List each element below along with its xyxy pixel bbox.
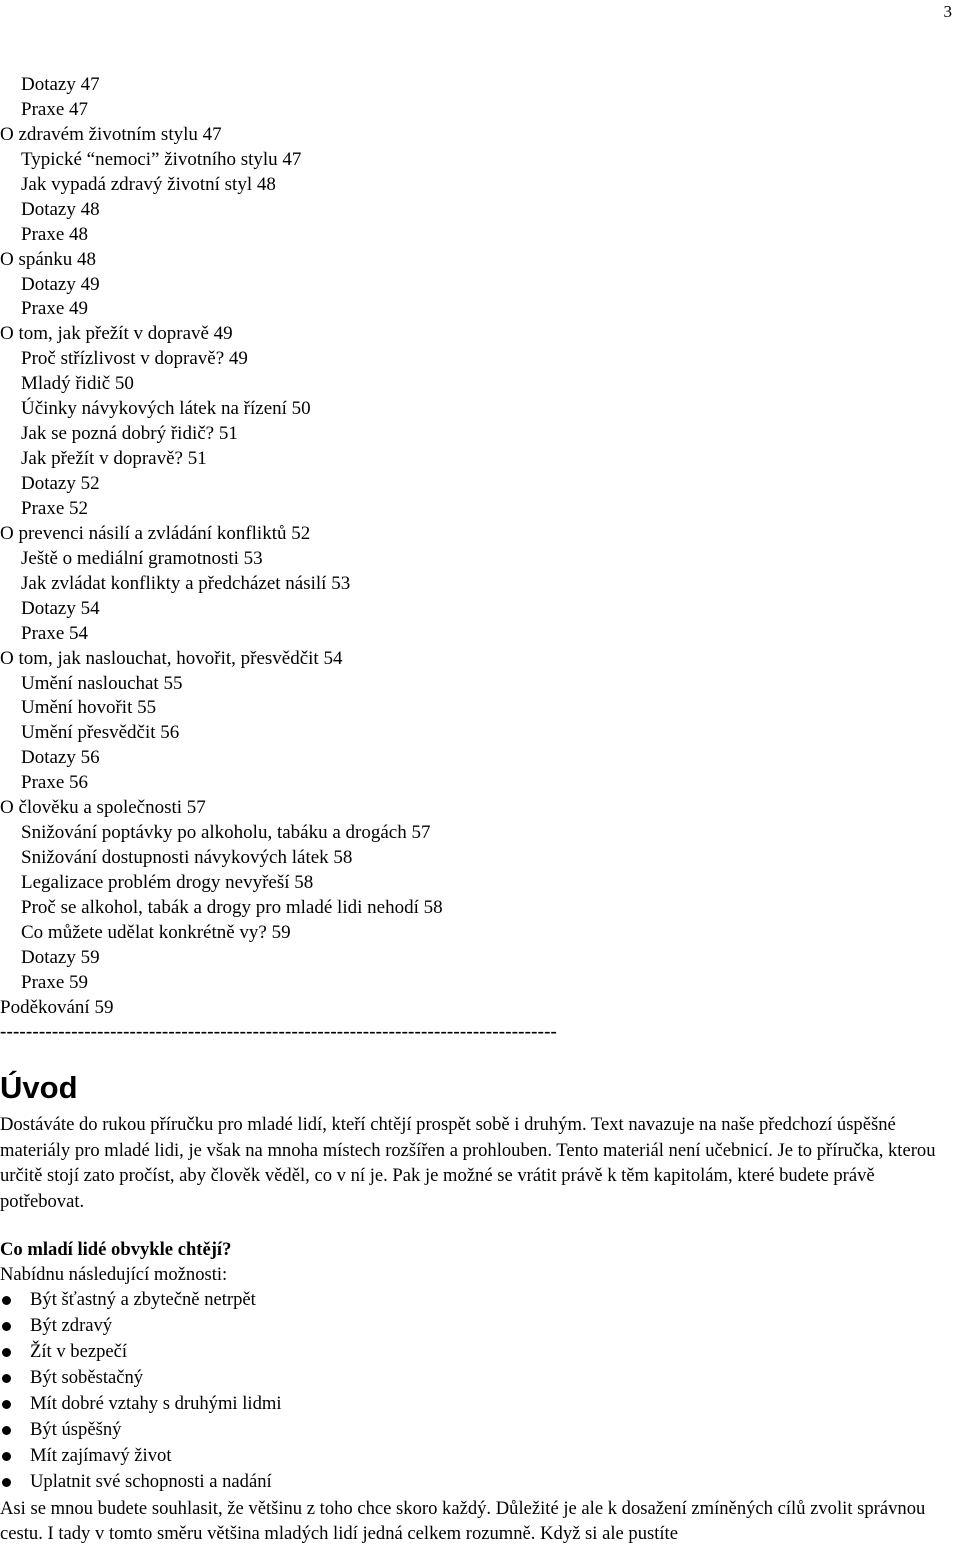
toc-entry[interactable]: O člověku a společnosti 57: [0, 797, 206, 819]
bullet-dot-icon: [2, 1322, 11, 1331]
bullet-text: Být úspěšný: [30, 1419, 122, 1440]
toc-entry[interactable]: Umění hovořit 55: [21, 697, 157, 719]
bullet-list: [0, 1287, 282, 1495]
bullet-text: Žít v bezpečí: [30, 1341, 128, 1362]
toc-entry[interactable]: Dotazy 49: [21, 273, 100, 295]
bullet-item: [0, 1391, 282, 1417]
toc-entry[interactable]: Proč střízlivost v dopravě? 49: [21, 348, 248, 370]
toc-entry[interactable]: Mladý řidič 50: [21, 373, 134, 395]
toc-entry[interactable]: Umění naslouchat 55: [21, 672, 183, 694]
closing-paragraph: Asi se mnou budete souhlasit, že většinu z toho chce skoro každý. Důležité je ale k dosažení zmíněných cílů zvolit správnou cestu. I tady v tomto směru většina mladých lidí jedná celkem rozumně. Když si ale pustíte: [0, 1498, 926, 1544]
bullet-item: [0, 1313, 282, 1339]
toc-entry[interactable]: Praxe 48: [21, 223, 89, 245]
bullet-item: [0, 1339, 282, 1365]
toc-entry[interactable]: O spánku 48: [0, 248, 97, 270]
toc-entry[interactable]: Ještě o mediální gramotnosti 53: [21, 547, 263, 569]
toc-entry[interactable]: Dotazy 56: [21, 747, 100, 769]
toc-entry[interactable]: O prevenci násilí a zvládání konfliktů 52: [0, 522, 311, 544]
toc-entry[interactable]: O tom, jak naslouchat, hovořit, přesvědčit 54: [0, 647, 343, 669]
toc-entry[interactable]: Dotazy 54: [21, 597, 100, 619]
bullet-dot-icon: [2, 1374, 11, 1383]
toc-entry[interactable]: Praxe 56: [21, 772, 89, 794]
bullet-dot-icon: [2, 1478, 11, 1487]
bullet-text: Být šťastný a zbytečně netrpět: [30, 1289, 256, 1310]
bullet-item: [0, 1417, 282, 1443]
toc-entry[interactable]: O zdravém životním stylu 47: [0, 123, 222, 145]
bullet-item: [0, 1365, 282, 1391]
toc-entry[interactable]: Praxe 59: [21, 971, 89, 993]
toc-entry[interactable]: Snižování poptávky po alkoholu, tabáku a drogách 57: [21, 822, 431, 844]
toc-entry[interactable]: Dotazy 47: [21, 74, 100, 95]
bullet-item: [0, 1287, 282, 1313]
bullet-dot-icon: [2, 1426, 11, 1435]
toc-entry[interactable]: Dotazy 52: [21, 473, 100, 494]
bullet-dot-icon: [2, 1452, 11, 1461]
bullet-item: [0, 1469, 282, 1495]
bullet-text: Mít zajímavý život: [30, 1445, 172, 1466]
toc-entry[interactable]: Praxe 54: [21, 622, 89, 644]
toc-entry[interactable]: O tom, jak přežít v dopravě 49: [0, 323, 233, 345]
intro-paragraph: Dostáváte do rukou příručku pro mladé lidí, kteří chtějí prospět sobě i druhým. Text navazuje na naše předchozí úspěšné materiály pro mladé lidi, je však na mnoha místech rozšířen a prohlouben. Tento materiál není učebnicí. Je to příručka, kterou určitě stojí zato pročíst, aby člověk věděl, co v ní je. Pak je možné se vrátit právě k těm kapitolám, které budete právě potřebovat.: [0, 1114, 936, 1212]
bullet-dot-icon: [2, 1296, 11, 1305]
section-heading: Úvod: [0, 1070, 78, 1105]
bullet-text: Být soběstačný: [30, 1367, 144, 1388]
toc-entry[interactable]: Praxe 49: [21, 298, 89, 320]
bullet-text: Mít dobré vztahy s druhými lidmi: [30, 1393, 282, 1414]
toc-entry[interactable]: Typické “nemoci” životního stylu 47: [21, 148, 302, 170]
bullet-text: Uplatnit své schopnosti a nadání: [30, 1471, 272, 1492]
question-heading: Co mladí lidé obvykle chtějí?: [0, 1239, 232, 1260]
bullet-text: Být zdravý: [30, 1315, 113, 1336]
toc-entry[interactable]: Dotazy 59: [21, 946, 100, 968]
toc-entry[interactable]: Praxe 52: [21, 497, 89, 519]
table-of-contents: [0, 73, 940, 1021]
toc-entry[interactable]: Umění přesvědčit 56: [21, 722, 180, 744]
bullet-dot-icon: [2, 1348, 11, 1357]
toc-entry[interactable]: Jak zvládat konflikty a předcházet násilí 53: [21, 572, 351, 594]
toc-entry[interactable]: Jak přežít v dopravě? 51: [21, 448, 207, 470]
toc-entry[interactable]: Co můžete udělat konkrétně vy? 59: [21, 921, 291, 943]
toc-entry[interactable]: Proč se alkohol, tabák a drogy pro mladé lidi nehodí 58: [21, 896, 443, 918]
toc-entry[interactable]: Účinky návykových látek na řízení 50: [21, 398, 311, 420]
toc-entry[interactable]: Legalizace problém drogy nevyřeší 58: [21, 872, 314, 893]
bullet-dot-icon: [2, 1400, 11, 1409]
page-number: 3: [943, 2, 952, 21]
toc-entry[interactable]: Jak se pozná dobrý řidič? 51: [21, 423, 238, 445]
toc-entry[interactable]: Poděkování 59: [0, 996, 114, 1018]
offer-line: Nabídnu následující možnosti:: [0, 1264, 228, 1285]
bullet-item: [0, 1443, 282, 1469]
toc-entry[interactable]: Jak vypadá zdravý životní styl 48: [21, 173, 276, 195]
toc-entry[interactable]: Praxe 47: [21, 98, 89, 120]
separator-line: --------------------------------------------------------------------------------------: [0, 1021, 558, 1042]
toc-entry[interactable]: Snižování dostupnosti návykových látek 58: [21, 847, 353, 869]
toc-entry[interactable]: Dotazy 48: [21, 198, 100, 220]
